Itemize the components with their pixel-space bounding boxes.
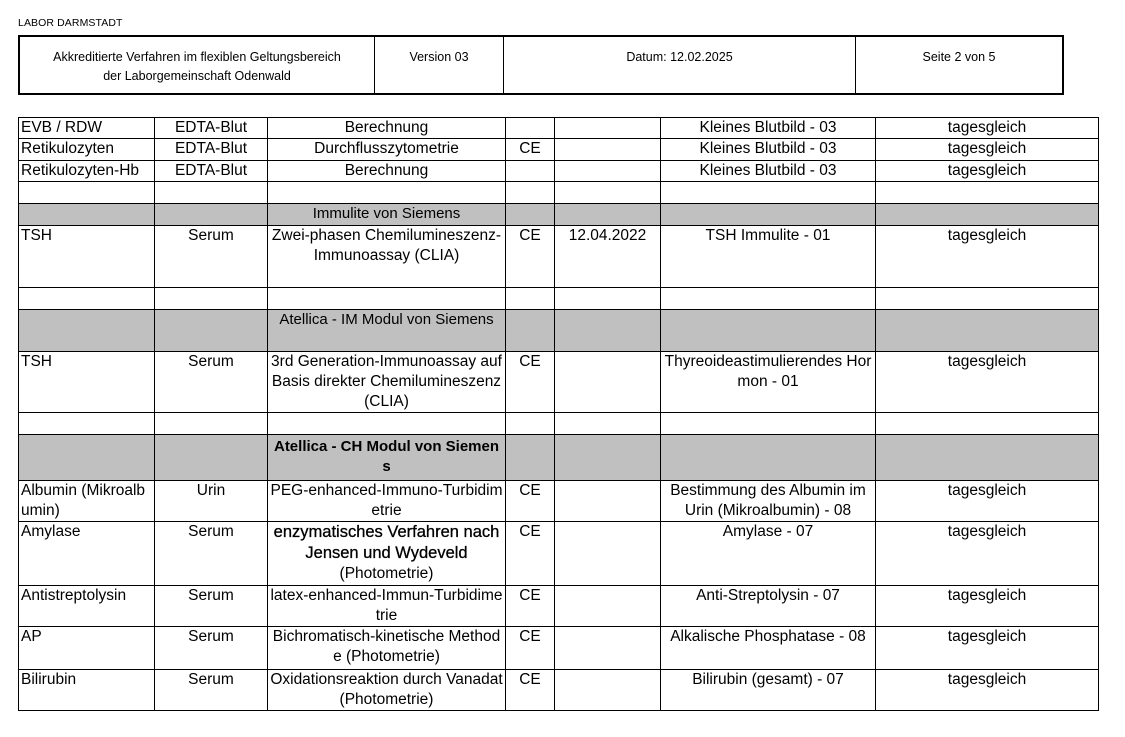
cell-test: Thyreoideastimulierendes Hormon - 01	[661, 352, 876, 413]
cell-date	[555, 139, 661, 161]
cell-date	[555, 161, 661, 182]
cell-material: EDTA-Blut	[155, 161, 268, 182]
cell-material: EDTA-Blut	[155, 139, 268, 161]
cell-material: Serum	[155, 627, 268, 670]
header-title-line1: Akkreditierte Verfahren im flexiblen Geltungsbereich	[53, 50, 341, 64]
cell-material: Serum	[155, 522, 268, 586]
cell-date: 12.04.2022	[555, 226, 661, 288]
cell-date	[555, 481, 661, 522]
cell-method: Zwei-phasen Chemilumineszenz-Immunoassay (CLIA)	[268, 226, 506, 288]
cell-tat: tagesgleich	[876, 118, 1099, 139]
cell-test: Amylase - 07	[661, 522, 876, 586]
cell-ce: CE	[506, 226, 555, 288]
cell-tat: tagesgleich	[876, 586, 1099, 627]
cell-test: Kleines Blutbild - 03	[661, 139, 876, 161]
cell-test: Kleines Blutbild - 03	[661, 118, 876, 139]
spacer-row	[19, 182, 1099, 204]
cell-ce: CE	[506, 139, 555, 161]
section-title: Atellica - CH Modul von Siemens	[268, 435, 506, 481]
cell-ce: CE	[506, 481, 555, 522]
cell-method: Oxidationsreaktion durch Vanadat (Photometrie)	[268, 670, 506, 711]
cell-ce: CE	[506, 586, 555, 627]
cell-method: Durchflusszytometrie	[268, 139, 506, 161]
cell-ce	[506, 118, 555, 139]
cell-method: PEG-enhanced-Immuno-Turbidimetrie	[268, 481, 506, 522]
procedures-table	[18, 117, 1099, 711]
table-row	[19, 586, 1099, 627]
section-title: Atellica - IM Modul von Siemens	[268, 310, 506, 352]
cell-parameter: Bilirubin	[19, 670, 155, 711]
cell-date	[555, 352, 661, 413]
cell-parameter: Retikulozyten	[19, 139, 155, 161]
spacer-row	[19, 413, 1099, 435]
cell-parameter: AP	[19, 627, 155, 670]
method-note: (Photometrie)	[339, 565, 434, 582]
cell-material: Serum	[155, 586, 268, 627]
table-row	[19, 627, 1099, 670]
cell-test: Bestimmung des Albumin im Urin (Mikroalbumin) - 08	[661, 481, 876, 522]
cell-test: Alkalische Phosphatase - 08	[661, 627, 876, 670]
header-title	[20, 37, 375, 93]
table-row	[19, 161, 1099, 182]
cell-tat: tagesgleich	[876, 670, 1099, 711]
cell-parameter: Antistreptolysin	[19, 586, 155, 627]
cell-ce: CE	[506, 627, 555, 670]
section-title: Immulite von Siemens	[268, 204, 506, 226]
cell-parameter: TSH	[19, 226, 155, 288]
cell-parameter: EVB / RDW	[19, 118, 155, 139]
table-row	[19, 522, 1099, 586]
table-row	[19, 670, 1099, 711]
cell-ce: CE	[506, 670, 555, 711]
cell-date	[555, 670, 661, 711]
cell-tat: tagesgleich	[876, 139, 1099, 161]
cell-material: EDTA-Blut	[155, 118, 268, 139]
table-row	[19, 226, 1099, 288]
cell-parameter: Albumin (Mikroalbumin)	[19, 481, 155, 522]
cell-test: TSH Immulite - 01	[661, 226, 876, 288]
cell-parameter: Retikulozyten-Hb	[19, 161, 155, 182]
cell-parameter: Amylase	[19, 522, 155, 586]
cell-test: Bilirubin (gesamt) - 07	[661, 670, 876, 711]
header-page: Seite 2 von 5	[922, 50, 996, 64]
cell-tat: tagesgleich	[876, 627, 1099, 670]
cell-material: Serum	[155, 226, 268, 288]
cell-method: latex-enhanced-Immun-Turbidimetrie	[268, 586, 506, 627]
cell-method: Berechnung	[268, 161, 506, 182]
cell-method: 3rd Generation-Immunoassay auf Basis direkter Chemilumineszenz (CLIA)	[268, 352, 506, 413]
header-title-line2: der Laborgemeinschaft Odenwald	[103, 69, 291, 83]
cell-material: Serum	[155, 670, 268, 711]
cell-tat: tagesgleich	[876, 481, 1099, 522]
method-bold-text: enzymatisches Verfahren nach Jensen und Wydeveld	[273, 523, 500, 562]
cell-parameter: TSH	[19, 352, 155, 413]
cell-ce: CE	[506, 522, 555, 586]
cell-date	[555, 522, 661, 586]
cell-ce	[506, 161, 555, 182]
cell-tat: tagesgleich	[876, 522, 1099, 586]
cell-test: Kleines Blutbild - 03	[661, 161, 876, 182]
cell-date	[555, 627, 661, 670]
cell-method: Bichromatisch-kinetische Methode (Photometrie)	[268, 627, 506, 670]
cell-test: Anti-Streptolysin - 07	[661, 586, 876, 627]
cell-tat: tagesgleich	[876, 352, 1099, 413]
table-row	[19, 139, 1099, 161]
cell-material: Serum	[155, 352, 268, 413]
section-row	[19, 435, 1099, 481]
cell-date	[555, 586, 661, 627]
lab-name: LABOR DARMSTADT	[18, 17, 123, 29]
cell-ce: CE	[506, 352, 555, 413]
cell-method: Berechnung	[268, 118, 506, 139]
table-row	[19, 118, 1099, 139]
table-row	[19, 481, 1099, 522]
table-row	[19, 352, 1099, 413]
cell-tat: tagesgleich	[876, 226, 1099, 288]
header-date: Datum: 12.02.2025	[504, 37, 856, 93]
cell-method	[268, 522, 506, 586]
spacer-row	[19, 288, 1099, 310]
header-version: Version 03	[375, 37, 504, 93]
cell-tat: tagesgleich	[876, 161, 1099, 182]
section-row	[19, 310, 1099, 352]
document-header	[18, 35, 1064, 95]
cell-material: Urin	[155, 481, 268, 522]
cell-date	[555, 118, 661, 139]
section-row	[19, 204, 1099, 226]
